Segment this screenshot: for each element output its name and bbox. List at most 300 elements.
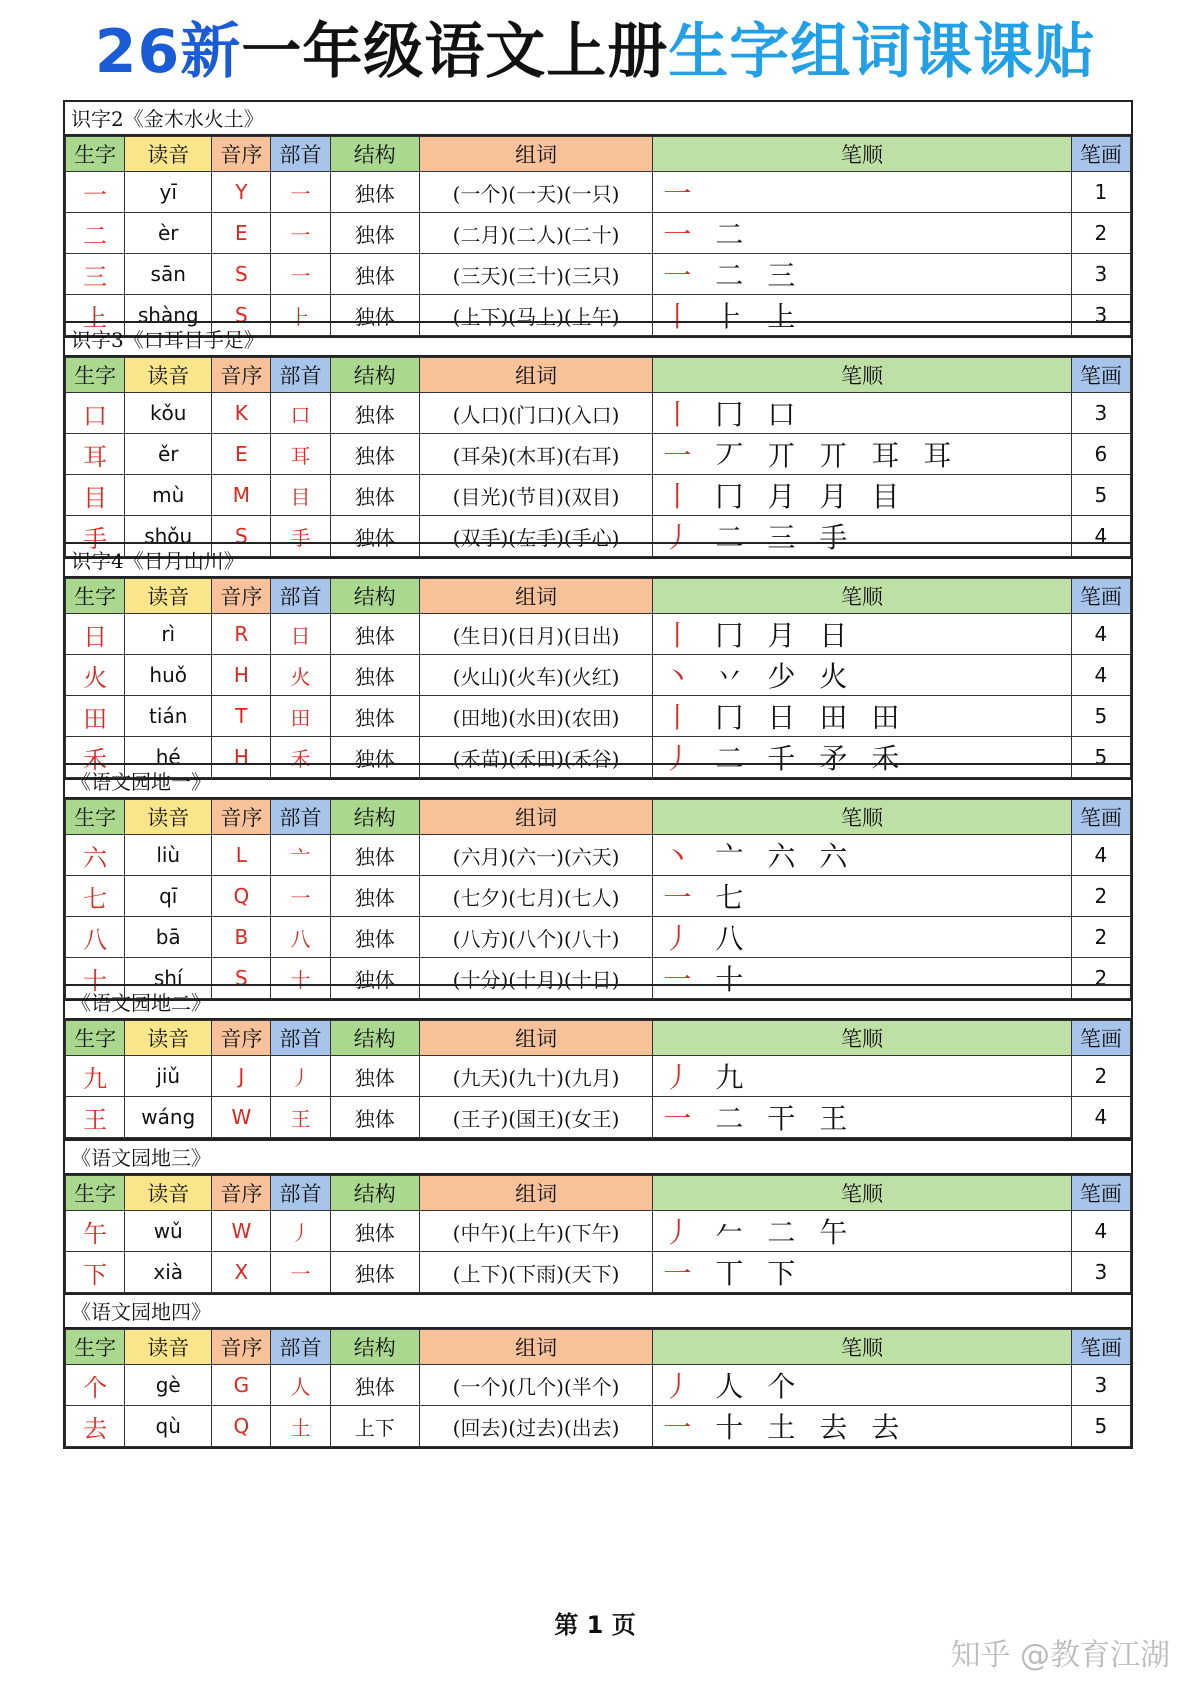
table-row (66, 172, 1131, 213)
stroke-step: 丶 (663, 660, 692, 693)
cell-count: 1 (1071, 172, 1130, 213)
cell-count: 2 (1071, 213, 1130, 254)
cell-radical: 丿 (271, 1056, 330, 1097)
section-title: 识字2《金木水火土》 (65, 102, 1131, 136)
page-number: 第 1 页 (554, 1611, 636, 1639)
cell-words: (上下)(下雨)(天下) (419, 1252, 652, 1293)
cell-structure: 独体 (330, 393, 419, 434)
cell-radical: 十 (271, 958, 330, 999)
cell-strokes (653, 876, 1071, 917)
header-order: 音序 (212, 137, 271, 172)
title-part-1: 26新 (94, 17, 242, 87)
cell-count: 3 (1071, 254, 1130, 295)
header-structure: 结构 (330, 1176, 419, 1211)
cell-order: H (212, 737, 271, 778)
cell-pinyin: shí (125, 958, 212, 999)
header-words: 组词 (419, 1176, 652, 1211)
header-strokes: 笔顺 (653, 1176, 1071, 1211)
stroke-step: 王 (819, 1102, 848, 1135)
cell-char: 上 (66, 295, 125, 336)
cell-char: 火 (66, 655, 125, 696)
header-order: 音序 (212, 800, 271, 835)
header-radical: 部首 (271, 358, 330, 393)
cell-order: Q (212, 1406, 271, 1447)
cell-words: (一个)(一天)(一只) (419, 172, 652, 213)
table-row (66, 393, 1131, 434)
header-words: 组词 (419, 358, 652, 393)
header-structure: 结构 (330, 579, 419, 614)
stroke-step: 耳 (923, 439, 952, 472)
header-row (66, 579, 1131, 614)
character-table (65, 1020, 1131, 1138)
cell-strokes (653, 1211, 1071, 1252)
stroke-step: 日 (767, 701, 796, 734)
cell-char: 下 (66, 1252, 125, 1293)
cell-radical: 八 (271, 917, 330, 958)
header-count: 笔画 (1071, 579, 1130, 614)
cell-count: 2 (1071, 876, 1130, 917)
stroke-step: 𠂉 (715, 1216, 744, 1249)
watermark: 知乎 @教育江湖 (950, 1638, 1170, 1673)
stroke-step: 七 (715, 881, 744, 914)
cell-radical: 火 (271, 655, 330, 696)
cell-order: G (212, 1365, 271, 1406)
cell-structure: 上下 (330, 1406, 419, 1447)
stroke-step: 丿 (663, 521, 692, 554)
stroke-step: 九 (715, 1061, 744, 1094)
cell-order: M (212, 475, 271, 516)
table-row (66, 213, 1131, 254)
stroke-step: 冂 (715, 480, 744, 513)
lesson-section (63, 321, 1133, 559)
stroke-step: ⺊ (715, 300, 744, 333)
cell-structure: 独体 (330, 614, 419, 655)
cell-char: 去 (66, 1406, 125, 1447)
header-row (66, 800, 1131, 835)
table-row (66, 254, 1131, 295)
stroke-step: 去 (871, 1411, 900, 1444)
cell-pinyin: qī (125, 876, 212, 917)
cell-words: (三天)(三十)(三只) (419, 254, 652, 295)
cell-radical: 一 (271, 213, 330, 254)
cell-pinyin: hé (125, 737, 212, 778)
header-row (66, 358, 1131, 393)
cell-order: W (212, 1211, 271, 1252)
cell-strokes (653, 1365, 1071, 1406)
cell-structure: 独体 (330, 1252, 419, 1293)
cell-char: 七 (66, 876, 125, 917)
stroke-step: 田 (871, 701, 900, 734)
cell-words: (上下)(马上)(上午) (419, 295, 652, 336)
cell-structure: 独体 (330, 295, 419, 336)
cell-words: (回去)(过去)(出去) (419, 1406, 652, 1447)
cell-count: 3 (1071, 1365, 1130, 1406)
cell-pinyin: liù (125, 835, 212, 876)
header-pinyin: 读音 (125, 800, 212, 835)
header-char: 生字 (66, 1021, 125, 1056)
lesson-section (63, 763, 1133, 1001)
stroke-step: 少 (767, 660, 796, 693)
cell-char: 目 (66, 475, 125, 516)
cell-order: L (212, 835, 271, 876)
cell-count: 5 (1071, 696, 1130, 737)
cell-order: S (212, 958, 271, 999)
character-table (65, 578, 1131, 778)
cell-strokes (653, 475, 1071, 516)
cell-words: (九天)(九十)(九月) (419, 1056, 652, 1097)
stroke-step: 八 (715, 922, 744, 955)
stroke-step: 一 (663, 1102, 692, 1135)
stroke-step: 六 (819, 840, 848, 873)
cell-char: 午 (66, 1211, 125, 1252)
stroke-step: 丨 (663, 398, 692, 431)
header-strokes: 笔顺 (653, 800, 1071, 835)
character-table (65, 1329, 1131, 1447)
header-strokes: 笔顺 (653, 1330, 1071, 1365)
cell-pinyin: bā (125, 917, 212, 958)
cell-radical: 人 (271, 1365, 330, 1406)
stroke-step: 丿 (663, 1370, 692, 1403)
cell-words: (禾苗)(禾田)(禾谷) (419, 737, 652, 778)
table-row (66, 1097, 1131, 1138)
cell-strokes (653, 655, 1071, 696)
cell-char: 八 (66, 917, 125, 958)
cell-char: 六 (66, 835, 125, 876)
cell-radical: 一 (271, 876, 330, 917)
header-count: 笔画 (1071, 1021, 1130, 1056)
cell-pinyin: èr (125, 213, 212, 254)
stroke-step: 月 (819, 480, 848, 513)
header-radical: 部首 (271, 579, 330, 614)
header-radical: 部首 (271, 1330, 330, 1365)
stroke-step: 冂 (715, 701, 744, 734)
cell-pinyin: wǔ (125, 1211, 212, 1252)
stroke-step: 丨 (663, 300, 692, 333)
cell-char: 一 (66, 172, 125, 213)
stroke-step: 一 (663, 218, 692, 251)
stroke-step: 一 (663, 1411, 692, 1444)
stroke-step: 土 (767, 1411, 796, 1444)
cell-count: 6 (1071, 434, 1130, 475)
cell-words: (目光)(节目)(双目) (419, 475, 652, 516)
section-title: 识字4《日月山川》 (65, 544, 1131, 578)
cell-strokes (653, 1252, 1071, 1293)
table-row (66, 655, 1131, 696)
cell-order: H (212, 655, 271, 696)
cell-structure: 独体 (330, 958, 419, 999)
header-order: 音序 (212, 358, 271, 393)
cell-structure: 独体 (330, 516, 419, 557)
cell-strokes (653, 393, 1071, 434)
cell-radical: 王 (271, 1097, 330, 1138)
table-row (66, 1406, 1131, 1447)
cell-order: W (212, 1097, 271, 1138)
stroke-step: 丶 (663, 840, 692, 873)
cell-strokes (653, 614, 1071, 655)
cell-strokes (653, 1097, 1071, 1138)
stroke-step: 丿 (663, 922, 692, 955)
cell-radical: 日 (271, 614, 330, 655)
stroke-step: 干 (767, 1102, 796, 1135)
cell-pinyin: kǒu (125, 393, 212, 434)
cell-structure: 独体 (330, 254, 419, 295)
table-row (66, 434, 1131, 475)
table-row (66, 475, 1131, 516)
cell-words: (二月)(二人)(二十) (419, 213, 652, 254)
stroke-step: 冂 (715, 619, 744, 652)
stroke-step: 个 (767, 1370, 796, 1403)
cell-structure: 独体 (330, 1097, 419, 1138)
section-title: 《语文园地一》 (65, 765, 1131, 799)
stroke-step: 丨 (663, 480, 692, 513)
cell-radical: 手 (271, 516, 330, 557)
header-pinyin: 读音 (125, 137, 212, 172)
cell-order: J (212, 1056, 271, 1097)
lesson-section (63, 1139, 1133, 1295)
header-words: 组词 (419, 1021, 652, 1056)
stroke-step: 二 (715, 218, 744, 251)
cell-structure: 独体 (330, 475, 419, 516)
table-row (66, 876, 1131, 917)
cell-radical: 目 (271, 475, 330, 516)
stroke-step: 丌 (767, 439, 796, 472)
table-row (66, 917, 1131, 958)
cell-strokes (653, 696, 1071, 737)
header-strokes: 笔顺 (653, 137, 1071, 172)
cell-order: S (212, 254, 271, 295)
cell-char: 日 (66, 614, 125, 655)
stroke-step: 人 (715, 1370, 744, 1403)
table-row (66, 614, 1131, 655)
header-radical: 部首 (271, 137, 330, 172)
stroke-step: 丨 (663, 619, 692, 652)
cell-order: R (212, 614, 271, 655)
header-count: 笔画 (1071, 1330, 1130, 1365)
cell-structure: 独体 (330, 737, 419, 778)
cell-count: 3 (1071, 1252, 1130, 1293)
stroke-step: 丿 (663, 742, 692, 775)
header-pinyin: 读音 (125, 358, 212, 393)
cell-count: 4 (1071, 516, 1130, 557)
table-row (66, 1056, 1131, 1097)
cell-char: 二 (66, 213, 125, 254)
cell-strokes (653, 835, 1071, 876)
cell-count: 5 (1071, 737, 1130, 778)
cell-words: (七夕)(七月)(七人) (419, 876, 652, 917)
cell-pinyin: sān (125, 254, 212, 295)
cell-order: S (212, 516, 271, 557)
header-order: 音序 (212, 1021, 271, 1056)
stroke-step: 一 (663, 259, 692, 292)
cell-radical: ⺊ (271, 295, 330, 336)
stroke-step: 下 (767, 1257, 796, 1290)
cell-strokes (653, 434, 1071, 475)
cell-count: 4 (1071, 655, 1130, 696)
cell-order: X (212, 1252, 271, 1293)
cell-strokes (653, 213, 1071, 254)
cell-pinyin: rì (125, 614, 212, 655)
cell-pinyin: wáng (125, 1097, 212, 1138)
stroke-step: 十 (715, 963, 744, 996)
cell-order: K (212, 393, 271, 434)
cell-structure: 独体 (330, 835, 419, 876)
stroke-step: 丅 (715, 1257, 744, 1290)
header-structure: 结构 (330, 358, 419, 393)
header-row (66, 1176, 1131, 1211)
stroke-step: 丨 (663, 701, 692, 734)
title-part-2: 一年级语文上册 (241, 17, 669, 87)
cell-char: 个 (66, 1365, 125, 1406)
cell-count: 4 (1071, 835, 1130, 876)
stroke-step: 六 (767, 840, 796, 873)
character-table (65, 1175, 1131, 1293)
cell-structure: 独体 (330, 696, 419, 737)
header-strokes: 笔顺 (653, 579, 1071, 614)
section-title: 识字3《口耳目手足》 (65, 323, 1131, 357)
cell-order: Y (212, 172, 271, 213)
header-strokes: 笔顺 (653, 1021, 1071, 1056)
character-table (65, 799, 1131, 999)
lesson-section (63, 1293, 1133, 1449)
stroke-step: 一 (663, 1257, 692, 1290)
cell-words: (王子)(国王)(女王) (419, 1097, 652, 1138)
section-title: 《语文园地四》 (65, 1295, 1131, 1329)
cell-words: (八方)(八个)(八十) (419, 917, 652, 958)
cell-words: (六月)(六一)(六天) (419, 835, 652, 876)
cell-words: (耳朵)(木耳)(右耳) (419, 434, 652, 475)
cell-order: E (212, 434, 271, 475)
cell-radical: 一 (271, 172, 330, 213)
header-row (66, 137, 1131, 172)
cell-structure: 独体 (330, 917, 419, 958)
cell-words: (中午)(上午)(下午) (419, 1211, 652, 1252)
header-char: 生字 (66, 1176, 125, 1211)
cell-pinyin: tián (125, 696, 212, 737)
header-char: 生字 (66, 579, 125, 614)
stroke-step: 冂 (715, 398, 744, 431)
header-pinyin: 读音 (125, 1330, 212, 1365)
section-title: 《语文园地三》 (65, 1141, 1131, 1175)
cell-pinyin: jiǔ (125, 1056, 212, 1097)
stroke-step: 三 (767, 521, 796, 554)
cell-pinyin: yī (125, 172, 212, 213)
cell-pinyin: ěr (125, 434, 212, 475)
cell-count: 3 (1071, 295, 1130, 336)
cell-order: T (212, 696, 271, 737)
stroke-step: 丿 (663, 1216, 692, 1249)
section-title: 《语文园地二》 (65, 986, 1131, 1020)
page-title (0, 12, 1190, 92)
cell-radical: 禾 (271, 737, 330, 778)
cell-pinyin: shàng (125, 295, 212, 336)
cell-words: (人口)(门口)(入口) (419, 393, 652, 434)
cell-char: 九 (66, 1056, 125, 1097)
stroke-step: 禾 (871, 742, 900, 775)
stroke-step: 火 (819, 660, 848, 693)
cell-structure: 独体 (330, 876, 419, 917)
cell-order: E (212, 213, 271, 254)
cell-pinyin: qù (125, 1406, 212, 1447)
header-words: 组词 (419, 800, 652, 835)
cell-count: 3 (1071, 393, 1130, 434)
stroke-step: 上 (767, 300, 796, 333)
cell-structure: 独体 (330, 655, 419, 696)
cell-words: (火山)(火车)(火红) (419, 655, 652, 696)
cell-pinyin: shǒu (125, 516, 212, 557)
cell-structure: 独体 (330, 1056, 419, 1097)
stroke-step: 一 (663, 177, 692, 210)
stroke-step: 矛 (819, 742, 848, 775)
cell-pinyin: huǒ (125, 655, 212, 696)
header-radical: 部首 (271, 1176, 330, 1211)
header-count: 笔画 (1071, 1176, 1130, 1211)
lesson-section (63, 984, 1133, 1140)
stroke-step: 日 (819, 619, 848, 652)
cell-pinyin: mù (125, 475, 212, 516)
stroke-step: 田 (819, 701, 848, 734)
stroke-step: 二 (715, 742, 744, 775)
cell-char: 王 (66, 1097, 125, 1138)
stroke-step: 一 (663, 963, 692, 996)
header-radical: 部首 (271, 800, 330, 835)
header-count: 笔画 (1071, 358, 1130, 393)
header-structure: 结构 (330, 1021, 419, 1056)
lesson-section (63, 100, 1133, 338)
table-row (66, 696, 1131, 737)
cell-structure: 独体 (330, 434, 419, 475)
lesson-section (63, 542, 1133, 780)
table-row (66, 1211, 1131, 1252)
header-pinyin: 读音 (125, 579, 212, 614)
cell-radical: 亠 (271, 835, 330, 876)
stroke-step: 丷 (715, 660, 744, 693)
cell-radical: 田 (271, 696, 330, 737)
stroke-step: 二 (767, 1216, 796, 1249)
cell-strokes (653, 917, 1071, 958)
stroke-step: 去 (819, 1411, 848, 1444)
cell-radical: 丿 (271, 1211, 330, 1252)
cell-count: 4 (1071, 1211, 1130, 1252)
cell-strokes (653, 1406, 1071, 1447)
header-pinyin: 读音 (125, 1176, 212, 1211)
header-order: 音序 (212, 1330, 271, 1365)
header-words: 组词 (419, 1330, 652, 1365)
header-order: 音序 (212, 1176, 271, 1211)
cell-structure: 独体 (330, 1365, 419, 1406)
stroke-step: 口 (767, 398, 796, 431)
header-row (66, 1021, 1131, 1056)
cell-strokes (653, 1056, 1071, 1097)
stroke-step: 目 (871, 480, 900, 513)
character-table (65, 357, 1131, 557)
cell-strokes (653, 172, 1071, 213)
title-part-3: 生字组词课课贴 (668, 17, 1096, 87)
cell-count: 4 (1071, 614, 1130, 655)
cell-char: 耳 (66, 434, 125, 475)
header-words: 组词 (419, 137, 652, 172)
cell-pinyin: xià (125, 1252, 212, 1293)
cell-char: 三 (66, 254, 125, 295)
cell-char: 手 (66, 516, 125, 557)
cell-pinyin: gè (125, 1365, 212, 1406)
header-pinyin: 读音 (125, 1021, 212, 1056)
cell-words: (田地)(水田)(农田) (419, 696, 652, 737)
header-row (66, 1330, 1131, 1365)
stroke-step: 一 (663, 439, 692, 472)
stroke-step: 二 (715, 1102, 744, 1135)
cell-count: 5 (1071, 475, 1130, 516)
header-words: 组词 (419, 579, 652, 614)
